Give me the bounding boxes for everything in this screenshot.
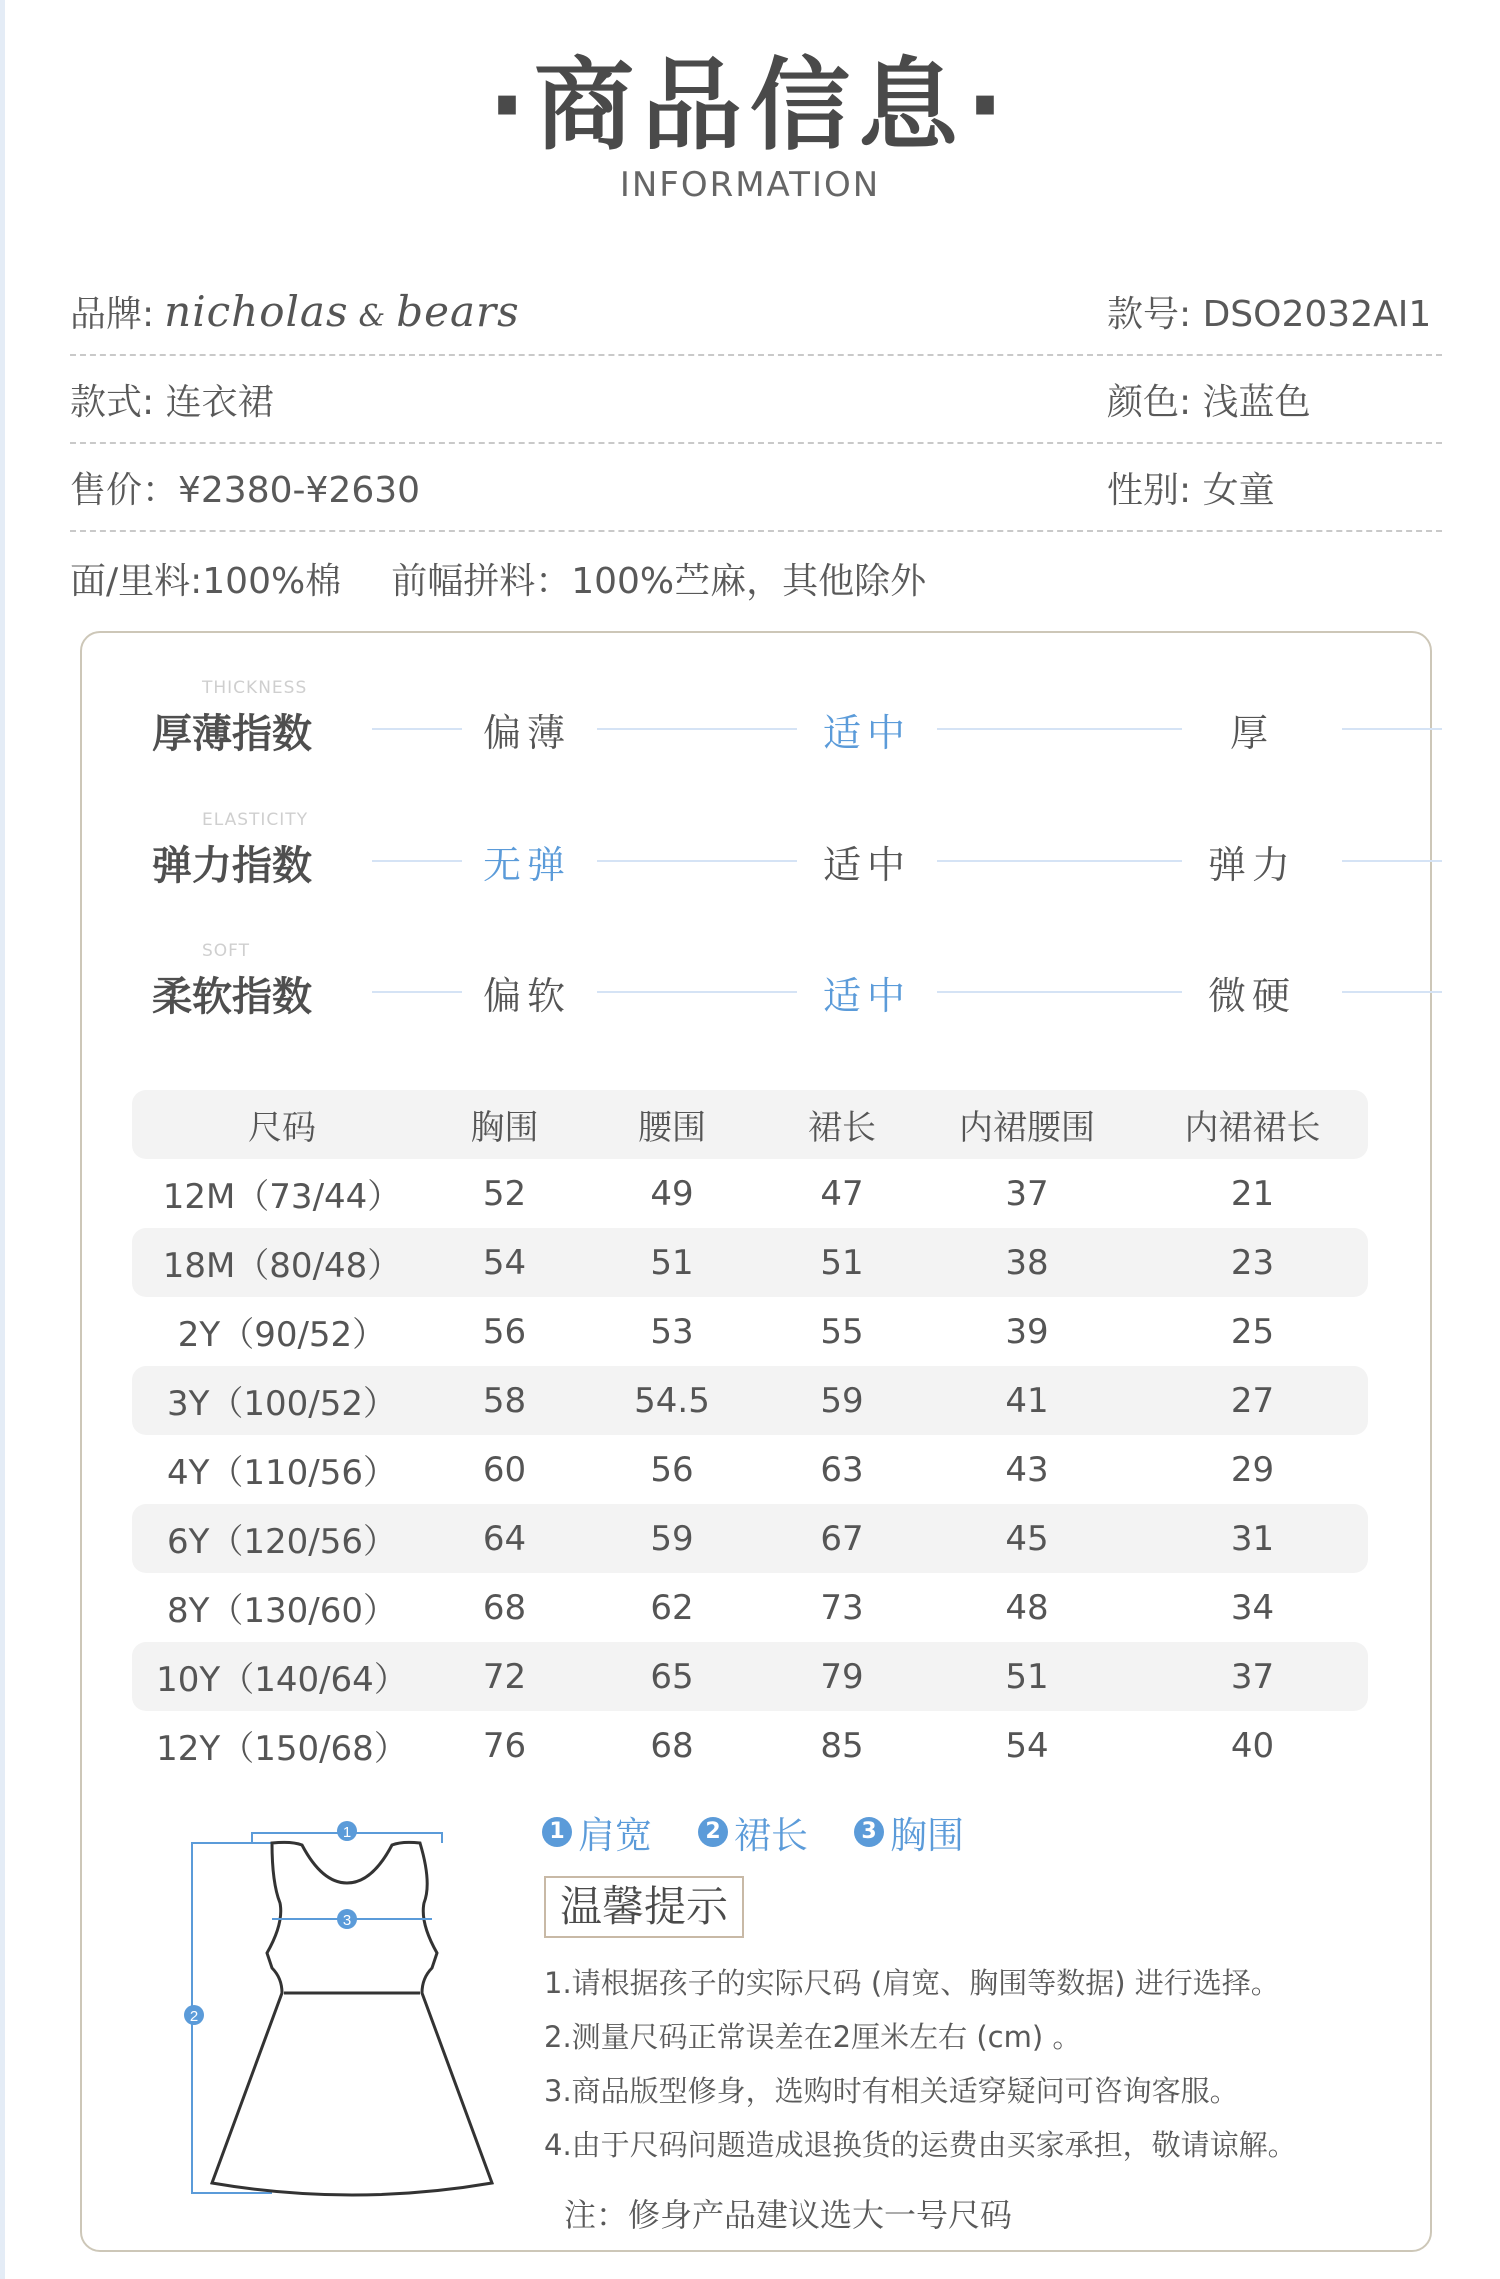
table-cell: 60 bbox=[482, 1449, 527, 1490]
table-cell: 79 bbox=[820, 1656, 864, 1697]
legend-label: 胸围 bbox=[890, 1814, 964, 1857]
scale-option: 偏软 bbox=[482, 974, 571, 1018]
left-edge-strip bbox=[0, 0, 5, 2279]
index-row-softness bbox=[152, 941, 1452, 1051]
table-cell: 40 bbox=[1230, 1725, 1275, 1766]
table-cell: 49 bbox=[650, 1173, 694, 1214]
scale-line bbox=[937, 860, 1182, 862]
table-cell: 53 bbox=[650, 1311, 694, 1352]
table-cell: 62 bbox=[650, 1587, 694, 1628]
info-row-fabric bbox=[70, 534, 1442, 622]
table-cell: 56 bbox=[482, 1311, 527, 1352]
table-row bbox=[132, 1573, 1368, 1642]
brand-logo bbox=[164, 287, 520, 336]
index-en-label: THICKNESS bbox=[202, 678, 308, 698]
table-cell: 56 bbox=[650, 1449, 694, 1490]
table-cell: 68 bbox=[650, 1725, 694, 1766]
index-name: 柔软指数 bbox=[152, 974, 312, 1020]
scale-line bbox=[372, 991, 462, 993]
table-cell: 4Y（110/56） bbox=[166, 1453, 397, 1493]
index-name: 弹力指数 bbox=[152, 843, 312, 889]
table-cell: 37 bbox=[1005, 1173, 1049, 1214]
style-type: 款式: 连衣裙 bbox=[70, 381, 274, 423]
table-cell: 63 bbox=[820, 1449, 864, 1490]
scale-line bbox=[1342, 860, 1442, 862]
table-cell: 54 bbox=[1005, 1725, 1049, 1766]
scale-line bbox=[937, 728, 1182, 730]
header-cell-length: 裙长 bbox=[808, 1108, 876, 1148]
section-subtitle: INFORMATION bbox=[619, 165, 881, 205]
header-cell-size: 尺码 bbox=[248, 1108, 316, 1148]
table-row bbox=[132, 1228, 1368, 1297]
brand-logo-part1: nicholas bbox=[164, 286, 349, 336]
fabric-info: 面/里料:100%棉 bbox=[70, 560, 342, 602]
tip-item: 3.商品版型修身，选购时有相关适穿疑问可咨询客服。 bbox=[544, 2074, 1239, 2108]
table-cell: 52 bbox=[482, 1173, 527, 1214]
scale-option: 微硬 bbox=[1207, 974, 1296, 1018]
scale-option: 适中 bbox=[822, 843, 911, 887]
section-header bbox=[0, 48, 1500, 205]
index-en-label: ELASTICITY bbox=[202, 810, 309, 830]
legend-number: 2 bbox=[698, 1817, 728, 1847]
table-cell: 72 bbox=[482, 1656, 527, 1697]
table-cell: 8Y（130/60） bbox=[166, 1591, 397, 1631]
table-row bbox=[132, 1366, 1368, 1435]
index-en-label: SOFT bbox=[202, 941, 251, 961]
brand-label: 品牌: bbox=[70, 293, 155, 335]
table-cell: 2Y（90/52） bbox=[177, 1315, 387, 1355]
table-cell: 38 bbox=[1005, 1242, 1049, 1283]
front-fabric-info: 前幅拼料：100%苎麻，其他除外 bbox=[391, 560, 927, 602]
table-row bbox=[132, 1711, 1368, 1780]
scale-option-active: 适中 bbox=[822, 711, 911, 755]
table-cell: 37 bbox=[1230, 1656, 1275, 1697]
table-cell: 68 bbox=[482, 1587, 527, 1628]
product-detail-card bbox=[80, 631, 1432, 2252]
tip-item: 1.请根据孩子的实际尺码 (肩宽、胸围等数据) 进行选择。 bbox=[544, 1966, 1280, 2000]
scale-option: 偏薄 bbox=[482, 711, 571, 755]
legend-number: 3 bbox=[854, 1817, 884, 1847]
size-table bbox=[132, 1090, 1368, 1780]
table-cell: 12M（73/44） bbox=[162, 1177, 402, 1217]
header-cell-chest: 胸围 bbox=[470, 1108, 539, 1148]
table-cell: 54 bbox=[482, 1242, 527, 1283]
size-note: 注：修身产品建议选大一号尺码 bbox=[564, 2196, 1013, 2234]
table-cell: 47 bbox=[820, 1173, 864, 1214]
tip-item: 4.由于尺码问题造成退换货的运费由买家承担，敬请谅解。 bbox=[544, 2128, 1297, 2162]
legend-label: 肩宽 bbox=[578, 1814, 652, 1857]
scale-line bbox=[1342, 991, 1442, 993]
svg-text:1: 1 bbox=[342, 1824, 352, 1841]
scale-line bbox=[597, 860, 797, 862]
table-cell: 6Y（120/56） bbox=[166, 1522, 397, 1562]
scale-line bbox=[1342, 728, 1442, 730]
scale-option: 弹力 bbox=[1207, 843, 1296, 887]
dress-measurement-diagram bbox=[189, 1793, 492, 2213]
table-cell: 55 bbox=[820, 1311, 864, 1352]
style-number: 款号: DSO2032AI1 bbox=[1107, 293, 1432, 335]
scale-option: 厚 bbox=[1229, 711, 1274, 755]
table-cell: 3Y（100/52） bbox=[166, 1384, 397, 1424]
brand-logo-amp: & bbox=[358, 298, 387, 334]
table-cell: 34 bbox=[1230, 1587, 1275, 1628]
table-cell: 76 bbox=[482, 1725, 527, 1766]
scale-line bbox=[372, 860, 462, 862]
table-cell: 65 bbox=[650, 1656, 694, 1697]
index-row-thickness bbox=[152, 678, 1452, 788]
legend-item-chest bbox=[854, 1805, 964, 1859]
svg-text:3: 3 bbox=[342, 1912, 352, 1929]
table-cell: 27 bbox=[1230, 1380, 1275, 1421]
table-row bbox=[132, 1297, 1368, 1366]
price-info: 售价：¥2380-¥2630 bbox=[70, 469, 421, 511]
table-cell: 25 bbox=[1230, 1311, 1275, 1352]
table-cell: 59 bbox=[650, 1518, 694, 1559]
legend-number: 1 bbox=[542, 1817, 572, 1847]
table-cell: 54.5 bbox=[634, 1380, 710, 1421]
scale-line bbox=[372, 728, 462, 730]
scale-option-active: 无弹 bbox=[482, 843, 571, 887]
legend-item-shoulder bbox=[542, 1805, 652, 1859]
tips-title: 温馨提示 bbox=[544, 1876, 744, 1938]
table-cell: 12Y（150/68） bbox=[156, 1729, 408, 1769]
header-cell-inner-length: 内裙裙长 bbox=[1184, 1108, 1321, 1148]
table-cell: 10Y（140/64） bbox=[156, 1660, 408, 1700]
brand-logo-part2: bears bbox=[396, 286, 520, 336]
tip-item: 2.测量尺码正常误差在2厘米左右 (cm) 。 bbox=[544, 2020, 1082, 2054]
table-cell: 67 bbox=[820, 1518, 864, 1559]
svg-text:2: 2 bbox=[189, 2008, 199, 2025]
table-cell: 39 bbox=[1005, 1311, 1049, 1352]
table-cell: 41 bbox=[1005, 1380, 1049, 1421]
scale-line bbox=[597, 728, 797, 730]
table-row bbox=[132, 1504, 1368, 1573]
table-cell: 45 bbox=[1005, 1518, 1049, 1559]
measurement-legend bbox=[542, 1805, 1010, 1859]
info-row-price bbox=[70, 444, 1442, 532]
size-table-header bbox=[132, 1090, 1368, 1159]
header-cell-inner-waist: 内裙腰围 bbox=[959, 1108, 1095, 1148]
section-title: ·商品信息· bbox=[488, 47, 1012, 164]
gender-info: 性别: 女童 bbox=[1107, 469, 1275, 511]
table-cell: 23 bbox=[1230, 1242, 1275, 1283]
info-row-style bbox=[70, 356, 1442, 444]
table-cell: 29 bbox=[1230, 1449, 1275, 1490]
table-cell: 64 bbox=[482, 1518, 527, 1559]
header-cell-waist: 腰围 bbox=[638, 1108, 706, 1148]
table-cell: 59 bbox=[820, 1380, 864, 1421]
table-cell: 51 bbox=[820, 1242, 864, 1283]
legend-item-length bbox=[698, 1805, 808, 1859]
color-info: 颜色: 浅蓝色 bbox=[1107, 381, 1311, 423]
scale-line bbox=[937, 991, 1182, 993]
table-cell: 48 bbox=[1005, 1587, 1049, 1628]
table-row bbox=[132, 1435, 1368, 1504]
table-cell: 51 bbox=[1005, 1656, 1049, 1697]
table-cell: 73 bbox=[820, 1587, 864, 1628]
table-cell: 21 bbox=[1230, 1173, 1275, 1214]
table-cell: 85 bbox=[820, 1725, 864, 1766]
index-row-elasticity bbox=[152, 810, 1452, 920]
scale-line bbox=[597, 991, 797, 993]
index-name: 厚薄指数 bbox=[152, 711, 312, 757]
info-row-brand bbox=[70, 268, 1442, 356]
table-cell: 43 bbox=[1005, 1449, 1049, 1490]
table-cell: 31 bbox=[1230, 1518, 1275, 1559]
legend-label: 裙长 bbox=[734, 1814, 808, 1857]
table-row bbox=[132, 1642, 1368, 1711]
table-cell: 51 bbox=[650, 1242, 694, 1283]
scale-option-active: 适中 bbox=[822, 974, 911, 1018]
table-cell: 18M（80/48） bbox=[162, 1246, 402, 1286]
table-row bbox=[132, 1159, 1368, 1228]
table-cell: 58 bbox=[482, 1380, 527, 1421]
